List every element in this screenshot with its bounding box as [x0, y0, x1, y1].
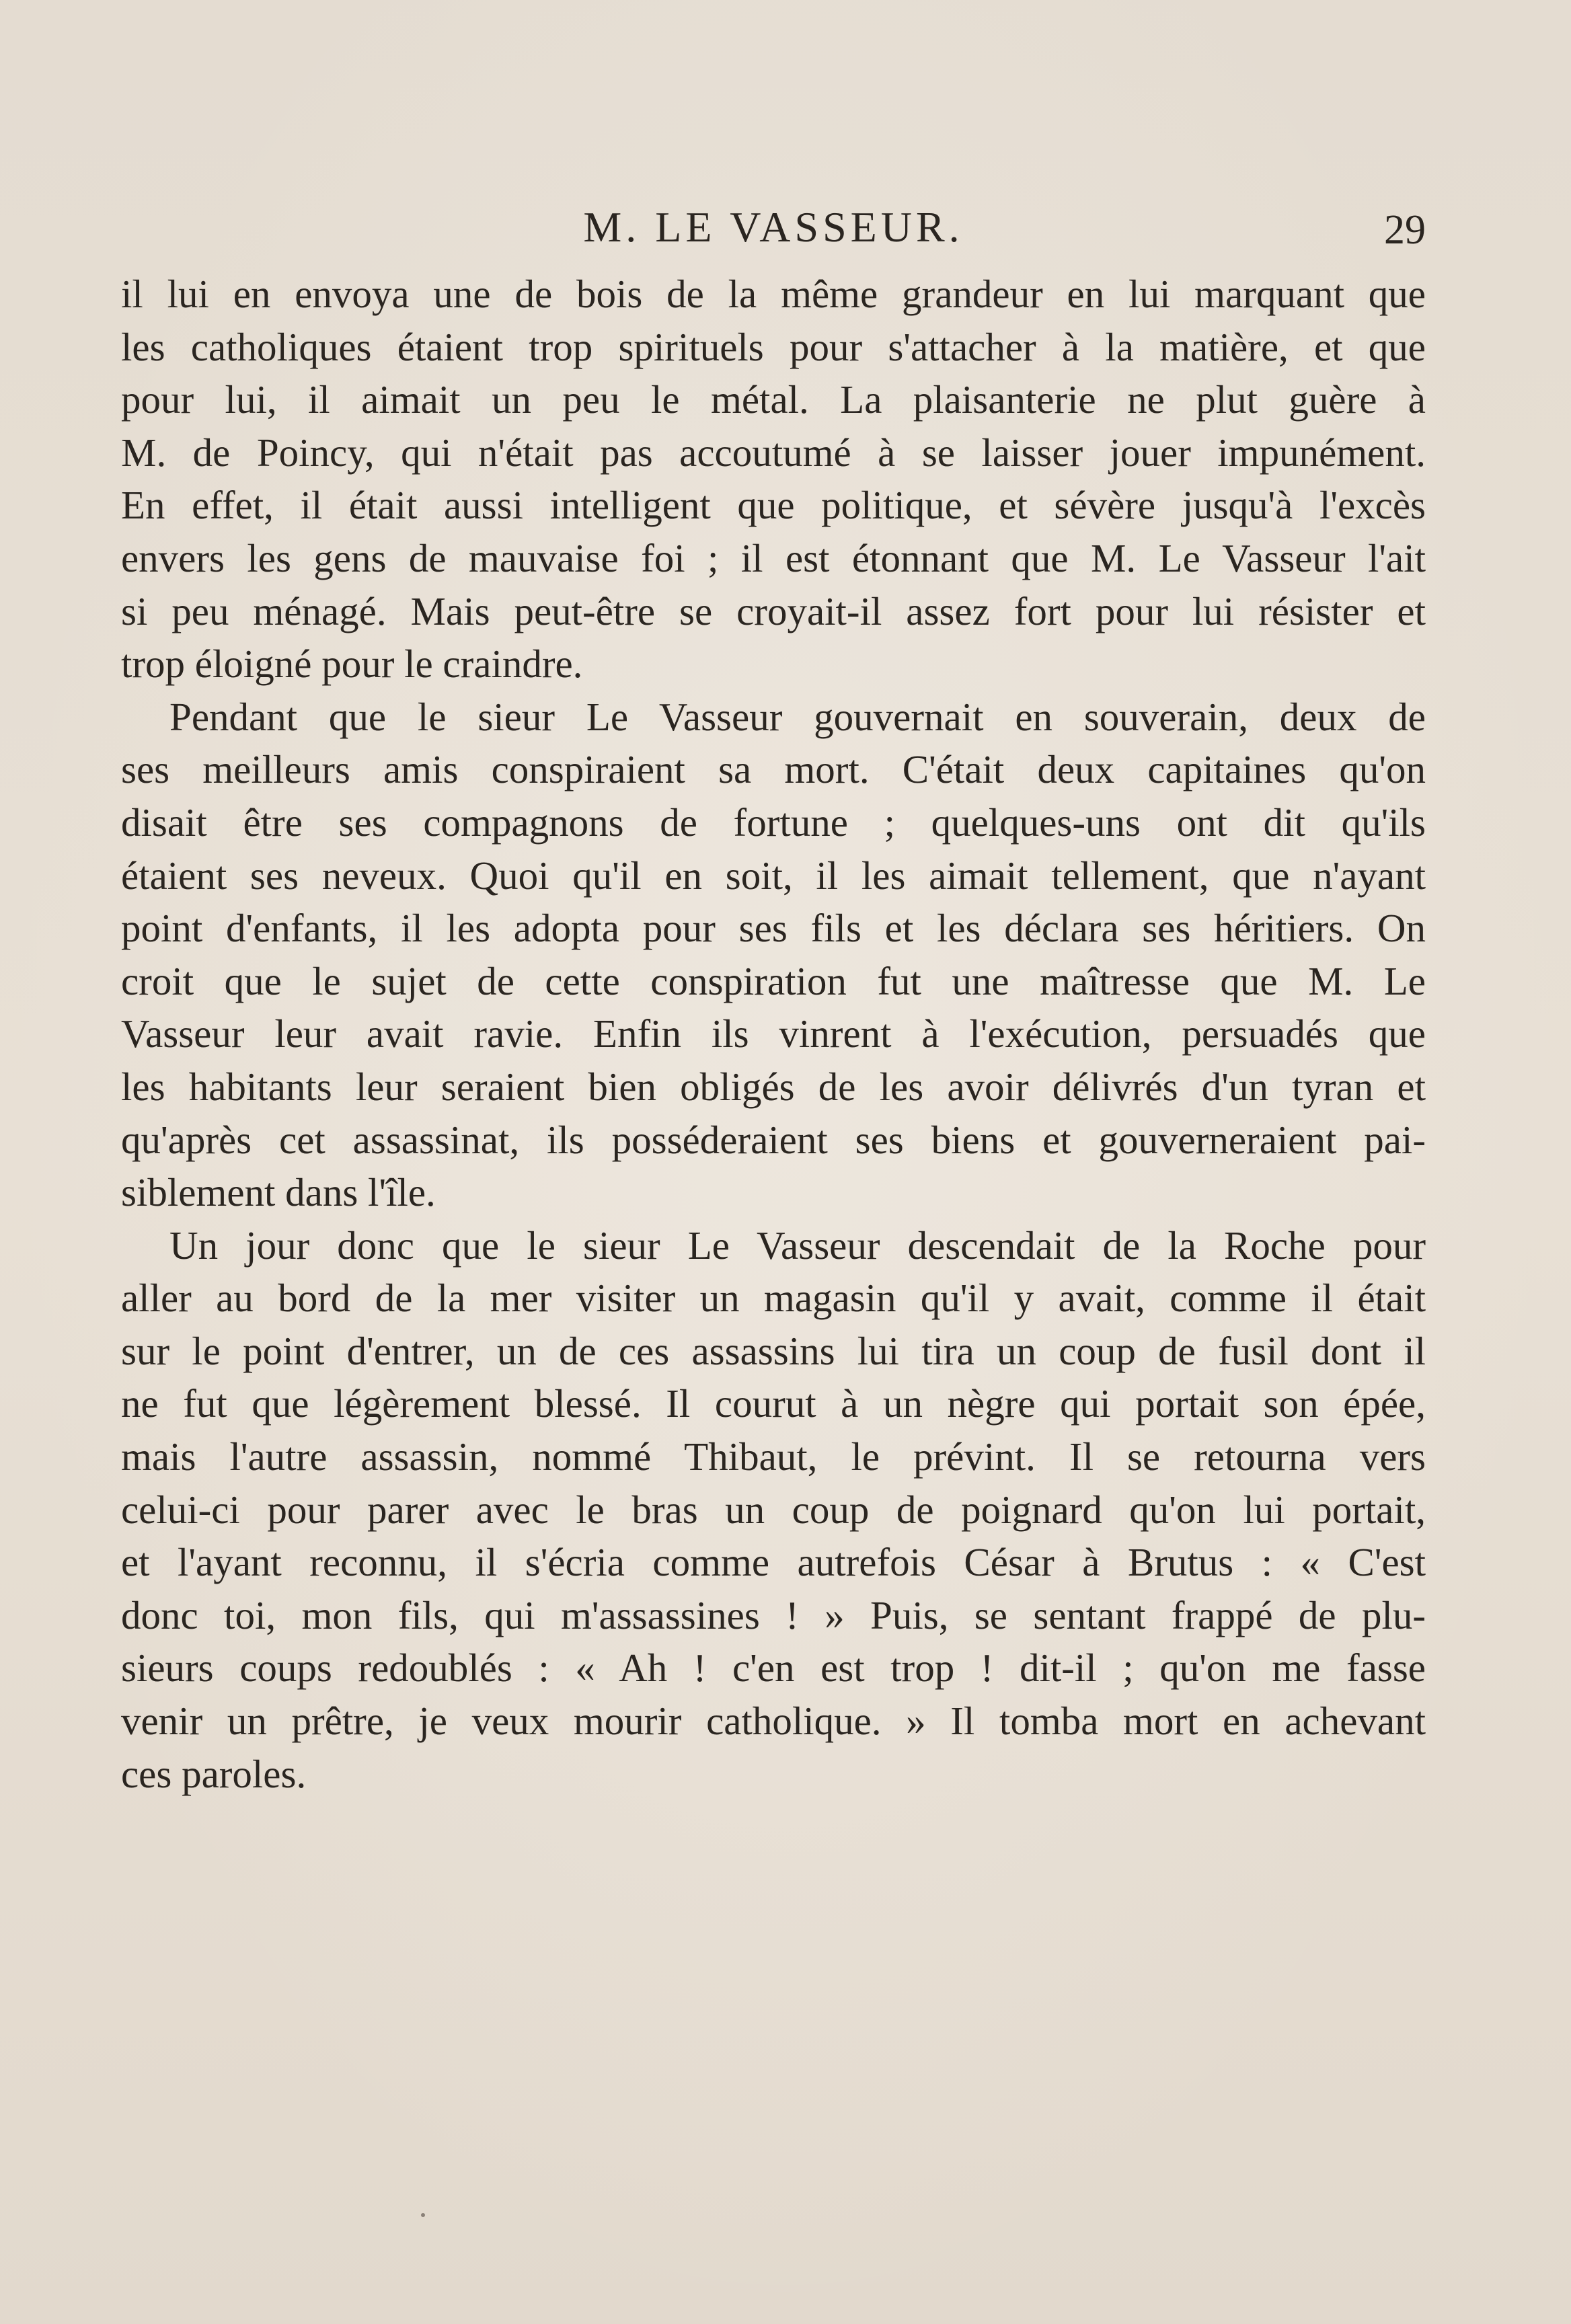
text-line: si peu ménagé. Mais peut-être se croyait-il assez fort pour lui résister et	[121, 588, 1426, 633]
text-line: M. de Poincy, qui n'était pas accoutumé à se laisser jouer impunément.	[121, 430, 1426, 475]
text-line: sur le point d'entrer, un de ces assassins lui tira un coup de fusil dont il	[121, 1328, 1426, 1373]
text-line: et l'ayant reconnu, il s'écria comme autrefois César à Brutus : « C'est	[121, 1540, 1426, 1585]
text-line: il lui en envoya une de bois de la même grandeur en lui marquant que	[121, 272, 1426, 316]
paragraph-2	[121, 691, 1426, 1219]
paper-speck	[421, 2213, 425, 2217]
text-line: les habitants leur seraient bien obligés de les avoir délivrés d'un tyran et	[121, 1064, 1426, 1109]
text-line: les catholiques étaient trop spirituels pour s'attacher à la matière, et que	[121, 324, 1426, 369]
body-text	[121, 268, 1426, 1800]
text-line: disait être ses compagnons de fortune ; quelques-uns ont dit qu'ils	[121, 800, 1426, 845]
text-line: siblement dans l'île.	[121, 1170, 436, 1215]
page-number: 29	[1384, 207, 1426, 253]
paragraph-3	[121, 1219, 1426, 1801]
text-line: ne fut que légèrement blessé. Il courut à un nègre qui portait son épée,	[121, 1381, 1426, 1426]
text-line: Un jour donc que le sieur Le Vasseur descendait de la Roche pour	[169, 1223, 1426, 1268]
text-line: pour lui, il aimait un peu le métal. La plaisanterie ne plut guère à	[121, 377, 1426, 422]
text-line: venir un prêtre, je veux mourir catholique. » Il tomba mort en achevant	[121, 1699, 1426, 1744]
text-line: point d'enfants, il les adopta pour ses fils et les déclara ses héritiers. On	[121, 906, 1426, 951]
text-line: qu'après cet assassinat, ils posséderaient ses biens et gouverneraient pai-	[121, 1117, 1426, 1162]
text-line: aller au bord de la mer visiter un magasin qu'il y avait, comme il était	[121, 1276, 1426, 1321]
page-header	[121, 200, 1426, 254]
text-line: Pendant que le sieur Le Vasseur gouvernait en souverain, deux de	[169, 694, 1426, 739]
running-head: M. LE VASSEUR.	[583, 203, 964, 251]
text-line: croit que le sujet de cette conspiration fut une maîtresse que M. Le	[121, 958, 1426, 1003]
text-line: ces paroles.	[121, 1751, 307, 1796]
text-line: étaient ses neveux. Quoi qu'il en soit, il les aimait tellement, que n'ayant	[121, 853, 1426, 898]
text-line: Vasseur leur avait ravie. Enfin ils vinrent à l'exécution, persuadés que	[121, 1011, 1426, 1056]
text-line: sieurs coups redoublés : « Ah ! c'en est trop ! dit-il ; qu'on me fasse	[121, 1645, 1426, 1691]
text-line: envers les gens de mauvaise foi ; il est étonnant que M. Le Vasseur l'ait	[121, 535, 1426, 580]
text-line: En effet, il était aussi intelligent que politique, et sévère jusqu'à l'excès	[121, 483, 1426, 528]
text-line: celui-ci pour parer avec le bras un coup de poignard qu'on lui portait,	[121, 1487, 1426, 1532]
text-line: trop éloigné pour le craindre.	[121, 642, 583, 687]
text-line: mais l'autre assassin, nommé Thibaut, le prévint. Il se retourna vers	[121, 1434, 1426, 1479]
paragraph-1	[121, 268, 1426, 691]
text-line: donc toi, mon fils, qui m'assassines ! » Puis, se sentant frappé de plu-	[121, 1592, 1426, 1637]
text-line: ses meilleurs amis conspiraient sa mort. C'était deux capitaines qu'on	[121, 747, 1426, 792]
